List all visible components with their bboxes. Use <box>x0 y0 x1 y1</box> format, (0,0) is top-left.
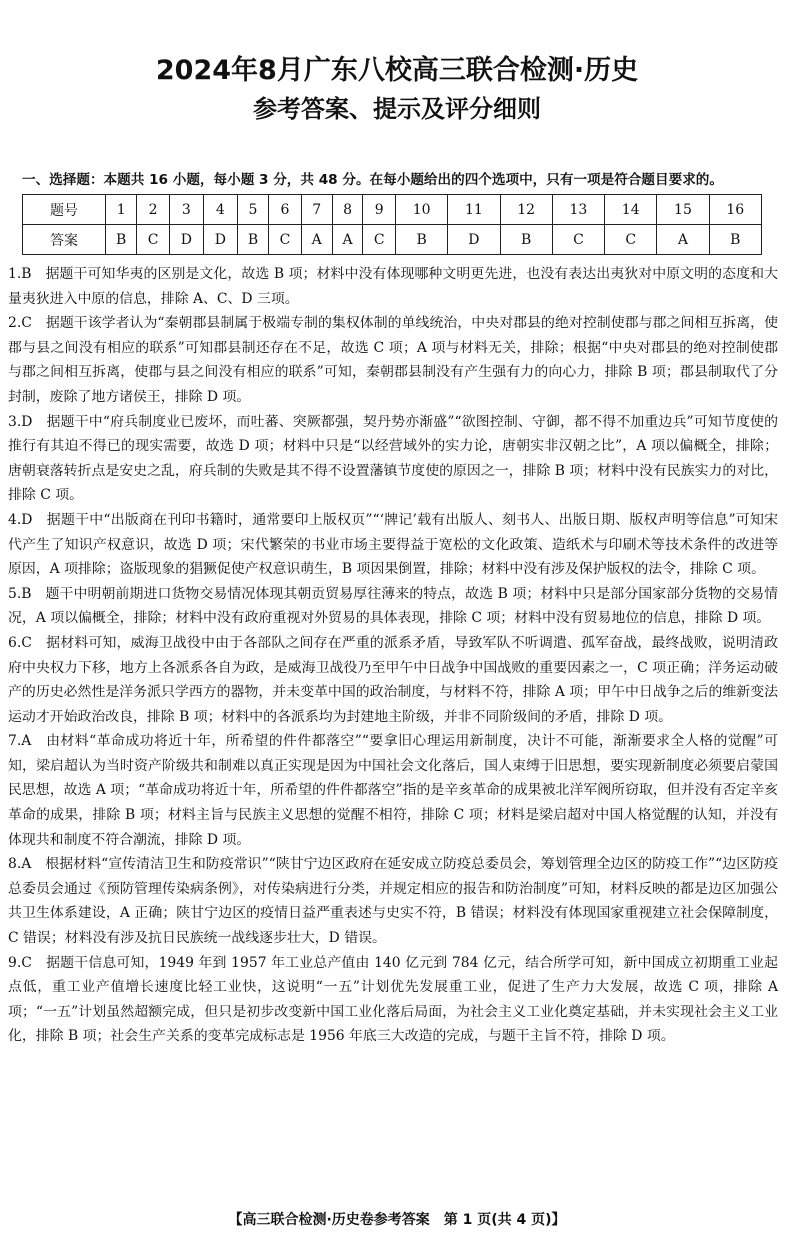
answer-cell: A <box>332 225 363 255</box>
item-text: 据题干信息可知，1949 年到 1957 年工业总产值由 140 亿元到 784 亿元，结合所学可知，新中国成立初期重工业起点低，重工业产值增长速度比轻工业快，这说明“一五”计划优先发展重工业，促进了生产力大发展，故选 C 项，排除 A 项；“一五”计划虽然超额完成，但只是初步改变新中国工业化落后局面，为社会主义工业化奠定基础，并未实现社会主义工业化，排除 B 项；社会生产关系的变革完成标志是 1956 年底三大改造的完成，与题干主旨不符，排除 D 项。 <box>8 954 778 1045</box>
answer-cell: C <box>269 225 302 255</box>
answer-cell: A <box>301 225 332 255</box>
item-text: 题干中明朝前期进口货物交易情况体现其朝贡贸易厚往薄来的特点，故选 B 项；材料中只是部分国家部分货物的交易情况，A 项以偏概全，排除；材料中没有政府重视对外贸易的具体表现，排除 C 项；材料中没有贸易地位的信息，排除 D 项。 <box>8 585 778 627</box>
question-number: 7 <box>301 195 332 225</box>
answer-cell: B <box>709 225 761 255</box>
question-number: 9 <box>363 195 396 225</box>
explanation-item <box>8 410 778 508</box>
explanation-item <box>8 852 778 950</box>
question-number: 2 <box>137 195 170 225</box>
question-number: 10 <box>396 195 448 225</box>
answer-table-answer-row <box>23 225 762 255</box>
question-number: 4 <box>203 195 237 225</box>
row-header-answer: 答案 <box>23 225 106 255</box>
item-number: 9.C <box>8 954 32 971</box>
section-instruction: 一、选择题：本题共 16 小题，每小题 3 分，共 48 分。在每小题给出的四个选项中，只有一项是符合题目要求的。 <box>22 172 723 188</box>
question-number: 12 <box>500 195 552 225</box>
answer-cell: D <box>169 225 203 255</box>
item-text: 由材料“革命成功将近十年，所希望的件件都落空”“要拿旧心理运用新制度，决计不可能，渐渐要求全人格的觉醒”可知，梁启超认为当时资产阶级共和制难以真正实现是因为中国社会文化落后，国人束缚于旧思想，要实现新制度必须要启蒙国民思想，故选 A 项；“革命成功将近十年，所希望的件件都落空”指的是辛亥革命的成果被北洋军阀所窃取，但并没有否定辛亥革命的成果，排除 B 项；材料主旨与民族主义思想的觉醒不相符，排除 C 项；材料是梁启超对中国人格觉醒的认知，并没有体现共和制度不符合潮流，排除 D 项。 <box>8 733 778 848</box>
item-text: 据题干可知华夷的区别是文化，故选 B 项；材料中没有体现哪种文明更先进，也没有表达出夷狄对中原文明的态度和大量夷狄进入中原的信息，排除 A、C、D 三项。 <box>8 266 778 307</box>
question-number: 14 <box>605 195 657 225</box>
explanation-item <box>8 631 778 729</box>
answer-cell: C <box>552 225 604 255</box>
question-number: 11 <box>448 195 500 225</box>
item-number: 8.A <box>8 856 32 873</box>
item-text: 根据材料“宣传清洁卫生和防疫常识”“陕甘宁边区政府在延安成立防疫总委员会，筹划管理全边区的防疫工作”“边区防疫总委员会通过《预防管理传染病条例》，对传染病进行分类，并规定相应的报告和防治制度”可知，材料反映的都是边区加强公共卫生体系建设，A 正确；陕甘宁边区的疫情日益严重表述与史实不符，B 错误；材料没有体现国家重视建立社会保障制度，C 错误；材料没有涉及抗日民族统一战线逐步壮大，D 错误。 <box>8 856 778 947</box>
answer-table-number-row <box>23 195 762 225</box>
explanation-item <box>8 951 778 1049</box>
answer-cell: B <box>106 225 137 255</box>
question-number: 6 <box>269 195 302 225</box>
item-number: 5.B <box>8 585 32 602</box>
question-number: 15 <box>657 195 709 225</box>
answer-cell: C <box>137 225 170 255</box>
answer-cell: B <box>500 225 552 255</box>
row-header-number: 题号 <box>23 195 106 225</box>
item-number: 4.D <box>8 511 33 528</box>
answer-cell: C <box>605 225 657 255</box>
answer-cell: B <box>237 225 268 255</box>
answer-cell: D <box>448 225 500 255</box>
question-number: 5 <box>237 195 268 225</box>
item-text: 据题干该学者认为“秦朝郡县制属于极端专制的集权体制的单线统治，中央对郡县的绝对控制使郡与郡之间相互拆离，使郡与县之间没有相应的联系”可知郡县制还存在不足，故选 C 项；A 项与材料无关，排除；根据“中央对郡县的绝对控制使郡与郡之间相互拆离，使郡与县之间没有相应的联系”可知，秦朝郡县制没有产生强有力的向心力，排除 B 项；郡县制取代了分封制，废除了地方诸侯王，排除 D 项。 <box>8 315 778 405</box>
answer-table <box>22 194 762 255</box>
question-number: 13 <box>552 195 604 225</box>
item-number: 2.C <box>8 315 32 332</box>
answer-cell: B <box>396 225 448 255</box>
answer-cell: C <box>363 225 396 255</box>
explanation-item <box>8 262 778 311</box>
question-number: 16 <box>709 195 761 225</box>
item-text: 据材料可知，威海卫战役中由于各部队之间存在严重的派系矛盾，导致军队不听调遣、孤军奋战，最终战败，说明清政府中央权力下移，地方上各派系各自为政，是威海卫战役乃至甲午中日战争中国战败的重要因素之一，C 项正确；洋务运动破产的历史必然性是洋务派只学西方的器物，并未变革中国的政治制度，与材料不符，排除 A 项；甲午中日战争之后的维新变法运动才开始政治改良，排除 B 项；材料中的各派系均为封建地主阶级，并非不同阶级间的矛盾，排除 D 项。 <box>8 634 778 725</box>
answer-cell: A <box>657 225 709 255</box>
item-text: 据题干中“府兵制度业已废坏，而吐蕃、突厥都强，契丹势亦渐盛”“欲图控制、守御，都不得不加重边兵”可知节度使的推行有其迫不得已的现实需要，故选 D 项；材料中只是“以经营域外的实力论，唐朝实非汉朝之比”，A 项以偏概全，排除；唐朝衰落转折点是安史之乱，府兵制的失败是其不得不设置藩镇节度使的原因之一，排除 B 项；材料中没有民族实力的对比，排除 C 项。 <box>8 413 778 504</box>
page-title: 2024年8月广东八校高三联合检测·历史 <box>155 55 639 86</box>
page-footer: 【高三联合检测·历史卷参考答案 第 1 页(共 4 页)】 <box>228 1212 566 1228</box>
item-number: 6.C <box>8 634 32 651</box>
question-number: 8 <box>332 195 363 225</box>
explanation-item <box>8 729 778 852</box>
explanation-item <box>8 508 778 582</box>
question-number: 1 <box>106 195 137 225</box>
answer-cell: D <box>203 225 237 255</box>
explanation-item <box>8 311 778 409</box>
item-number: 1.B <box>8 266 32 282</box>
explanation-item <box>8 582 778 631</box>
explanation-list <box>8 262 778 1049</box>
question-number: 3 <box>169 195 203 225</box>
item-text: 据题干中“出版商在刊印书籍时，通常要印上版权页”“‘牌记’载有出版人、刻书人、出版日期、版权声明等信息”可知宋代产生了知识产权意识，故选 D 项；宋代繁荣的书业市场主要得益于宽松的文化政策、造纸术与印刷术等技术条件的改进等原因，A 项排除；盗版现象的猖獗促使产权意识萌生，B 项因果倒置，排除；材料中没有涉及保护版权的法令，排除 C 项。 <box>8 511 778 578</box>
item-number: 3.D <box>8 413 33 430</box>
item-number: 7.A <box>8 733 32 750</box>
page-subtitle: 参考答案、提示及评分细则 <box>253 95 541 123</box>
